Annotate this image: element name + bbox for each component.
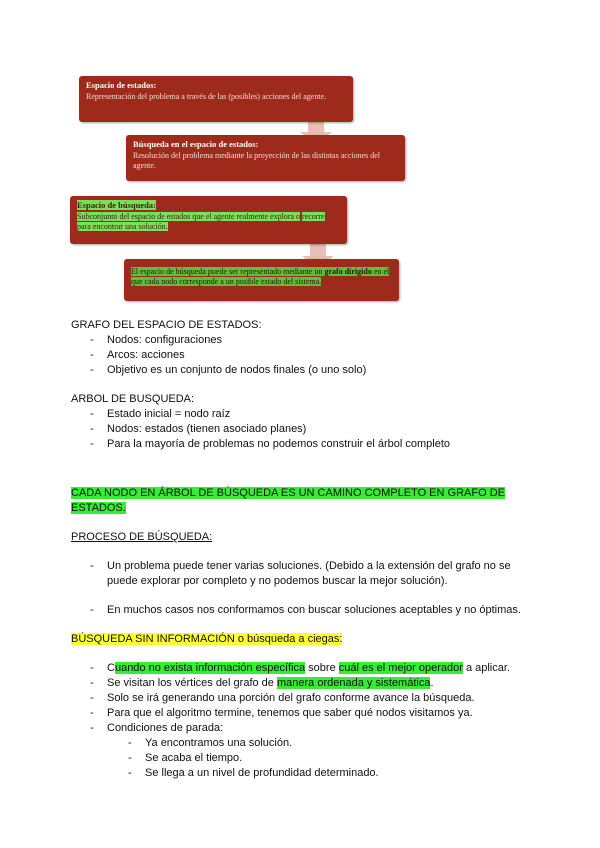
- proceso-heading: PROCESO DE BÚSQUEDA:: [71, 531, 213, 543]
- green-highlight: uando no exista información específica: [114, 662, 306, 674]
- box-espacio-busqueda: [70, 196, 347, 244]
- text-segment: Se visitan los vértices del grafo de: [107, 677, 277, 689]
- notes-content: [71, 318, 531, 781]
- list-item: - Arcos: acciones: [71, 348, 531, 363]
- list-item: - Condiciones de parada:: [71, 721, 531, 736]
- sub-list-item: - Ya encontramos una solución.: [71, 736, 531, 751]
- desc-highlight-b: recorre para encontrar una solución.: [77, 212, 325, 231]
- list-item: - Estado inicial = nodo raíz: [71, 407, 531, 422]
- highlight-statement: [71, 486, 531, 516]
- box-description: [77, 212, 340, 232]
- list-item: - En muchos casos nos conformamos con buscar soluciones aceptables y no óptimas.: [71, 603, 531, 618]
- heading-highlight: BÚSQUEDA SIN INFORMACIÓN o búsqueda a ciegas:: [71, 633, 343, 645]
- list-item: [71, 676, 531, 691]
- arbol-heading: ARBOL DE BUSQUEDA:: [71, 393, 195, 405]
- list-item: - Solo se irá generando una porción del grafo conforme avance la búsqueda.: [71, 691, 531, 706]
- list-item: [71, 661, 531, 676]
- text-segment: C: [107, 662, 115, 674]
- desc-highlight-a: Subconjunto del espacio de estados que el agente realmente explora o: [77, 212, 301, 221]
- busqueda-sin-info-heading: [71, 632, 531, 647]
- box-title-highlight: Espacio de búsqueda:: [77, 200, 156, 210]
- sub-list-item: - Se llega a un nivel de profundidad determinado.: [71, 766, 531, 781]
- text-segment: sobre: [305, 662, 339, 674]
- arbol-list: [71, 407, 531, 452]
- list-item: - Un problema puede tener varias soluciones. (Debido a la extensión del grafo no se puede explorar por completo y no podemos buscar la mejor solución).: [71, 559, 531, 589]
- desc-highlight-a: El espacio de búsqueda puede ser representado mediante un: [131, 267, 325, 276]
- sub-list-item: - Se acaba el tiempo.: [71, 751, 531, 766]
- box-busqueda-espacio-estados: [126, 135, 405, 181]
- text-segment: .: [430, 677, 434, 689]
- concept-diagram: [0, 0, 600, 310]
- box-grafo-dirigido: [124, 259, 399, 301]
- box-title: Espacio de estados:: [86, 80, 157, 90]
- box-description: [131, 267, 392, 287]
- list-item: - Objetivo es un conjunto de nodos finales (o uno solo): [71, 363, 531, 378]
- list-item: - Nodos: estados (tienen asociado planes): [71, 422, 531, 437]
- grafo-list: [71, 333, 531, 378]
- box-description: Resolución del problema mediante la proyección de las distintas acciones del agente.: [133, 151, 381, 170]
- busqueda-list: [71, 661, 531, 736]
- list-item: - Para la mayoría de problemas no podemos construir el árbol completo: [71, 437, 531, 452]
- desc-bold: grafo dirigido: [324, 267, 372, 276]
- proceso-list-2: [71, 603, 531, 618]
- proceso-list: [71, 559, 531, 589]
- box-description: Representación del problema a través de las (posibles) acciones del agente.: [86, 92, 327, 101]
- box-title: [77, 200, 340, 210]
- list-item: - Nodos: configuraciones: [71, 333, 531, 348]
- grafo-heading: GRAFO DEL ESPACIO DE ESTADOS:: [71, 319, 262, 331]
- box-espacio-estados: [79, 76, 353, 122]
- text-segment: a aplicar.: [462, 662, 510, 674]
- green-highlight: manera ordenada y sistemática: [276, 677, 431, 689]
- green-highlight: cuál es el mejor operador: [338, 662, 463, 674]
- highlight-statement-text: CADA NODO EN ÁRBOL DE BÚSQUEDA ES UN CAMINO COMPLETO EN GRAFO DE ESTADOS.: [71, 487, 505, 514]
- box-title: Búsqueda en el espacio de estados:: [133, 139, 259, 149]
- desc-highlight-b: en el que cada nodo corresponde a un posible estado del sistema.: [131, 267, 390, 286]
- list-item: - Para que el algoritmo termine, tenemos que saber qué nodos visitamos ya.: [71, 706, 531, 721]
- parada-sublist: [71, 736, 531, 781]
